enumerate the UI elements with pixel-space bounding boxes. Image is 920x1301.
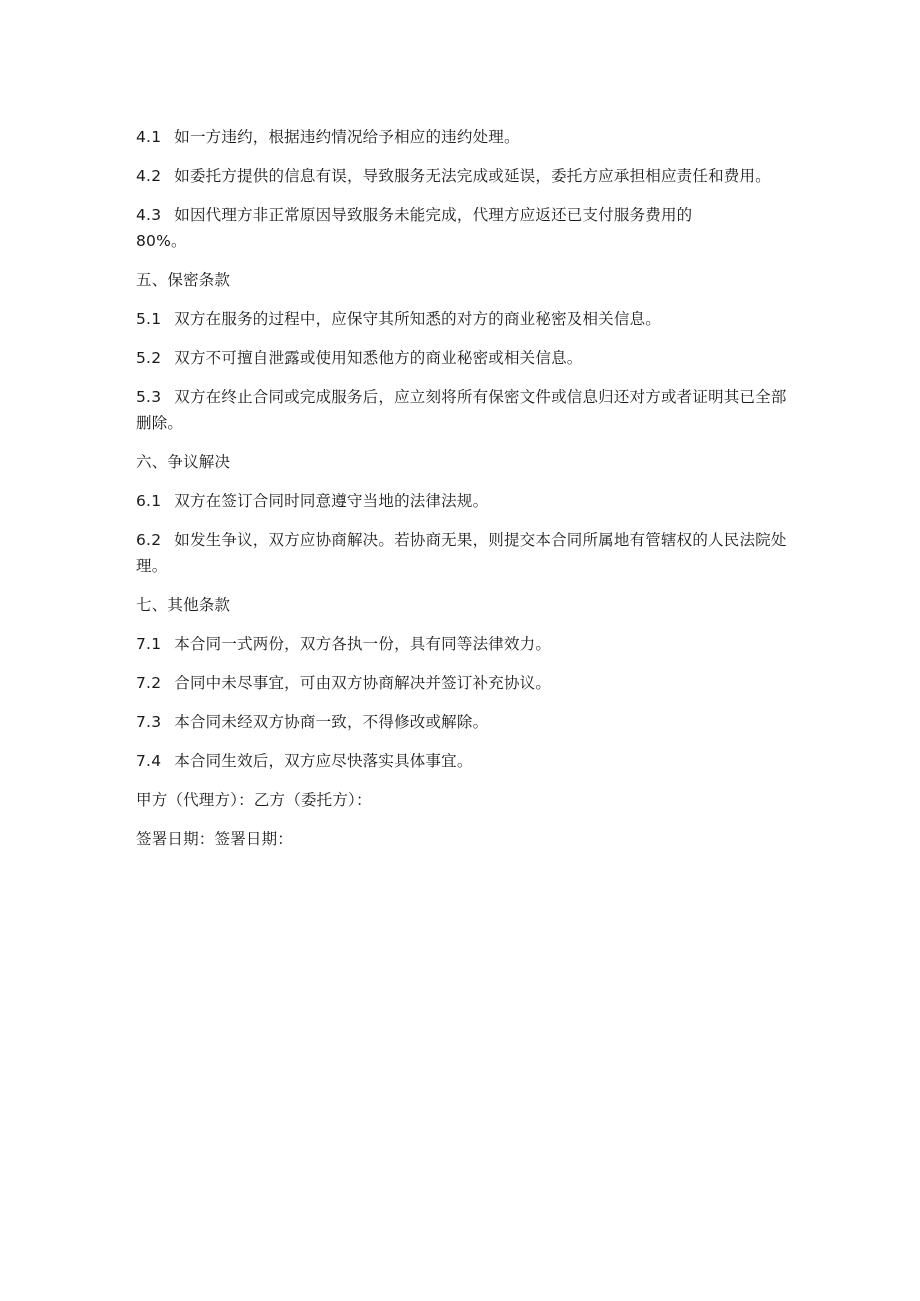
- clause-number: 4.2: [136, 167, 162, 185]
- clause-7-3: [136, 709, 791, 735]
- clause-number: 6.1: [136, 492, 162, 510]
- clause-number: 7.2: [136, 674, 162, 692]
- clause-text: 双方在签订合同时同意遵守当地的法律法规。: [174, 492, 489, 510]
- clause-6-1: [136, 488, 791, 514]
- clause-text: 双方不可擅自泄露或使用知悉他方的商业秘密或相关信息。: [174, 349, 583, 367]
- signature-dates: 签署日期：签署日期：: [136, 830, 294, 848]
- clause-number: 6.2: [136, 531, 162, 549]
- clause-7-1: [136, 631, 791, 657]
- clause-4-3: [136, 202, 791, 254]
- clause-text: 双方在终止合同或完成服务后，应立刻将所有保密文件或信息归还对方或者证明其已全部删除。: [136, 388, 787, 432]
- section-heading-dispute: 六、争议解决: [136, 453, 231, 471]
- clause-number: 4.3: [136, 206, 162, 224]
- clause-text: 如因代理方非正常原因导致服务未能完成，代理方应返还已支付服务费用的: [174, 206, 693, 224]
- clause-5-2: [136, 345, 791, 371]
- clause-text-continued: 80%。: [136, 232, 187, 250]
- clause-5-3: [136, 384, 791, 436]
- clause-text: 本合同生效后，双方应尽快落实具体事宜。: [174, 752, 473, 770]
- clause-7-4: [136, 748, 791, 774]
- signature-parties: 甲方（代理方）：乙方（委托方）：: [136, 791, 372, 809]
- clause-number: 5.2: [136, 349, 162, 367]
- clause-4-2: [136, 163, 791, 189]
- clause-number: 7.1: [136, 635, 162, 653]
- clause-7-2: [136, 670, 791, 696]
- clause-text: 合同中未尽事宜，可由双方协商解决并签订补充协议。: [174, 674, 552, 692]
- clause-6-2: [136, 527, 791, 579]
- clause-number: 7.4: [136, 752, 162, 770]
- clause-number: 5.1: [136, 310, 162, 328]
- clause-number: 5.3: [136, 388, 162, 406]
- clause-text: 如发生争议，双方应协商解决。若协商无果，则提交本合同所属地有管辖权的人民法院处理。: [136, 531, 787, 575]
- clause-text: 本合同一式两份，双方各执一份，具有同等法律效力。: [174, 635, 552, 653]
- clause-number: 4.1: [136, 128, 162, 146]
- clause-text: 本合同未经双方协商一致，不得修改或解除。: [174, 713, 489, 731]
- clause-5-1: [136, 306, 791, 332]
- clause-number: 7.3: [136, 713, 162, 731]
- section-heading-confidentiality: 五、保密条款: [136, 271, 231, 289]
- clause-text: 双方在服务的过程中，应保守其所知悉的对方的商业秘密及相关信息。: [174, 310, 661, 328]
- section-heading-other: 七、其他条款: [136, 596, 231, 614]
- clause-4-1: [136, 124, 791, 150]
- document-body: [136, 124, 791, 865]
- clause-text: 如委托方提供的信息有误，导致服务无法完成或延误，委托方应承担相应责任和费用。: [174, 167, 771, 185]
- clause-text: 如一方违约，根据违约情况给予相应的违约处理。: [174, 128, 520, 146]
